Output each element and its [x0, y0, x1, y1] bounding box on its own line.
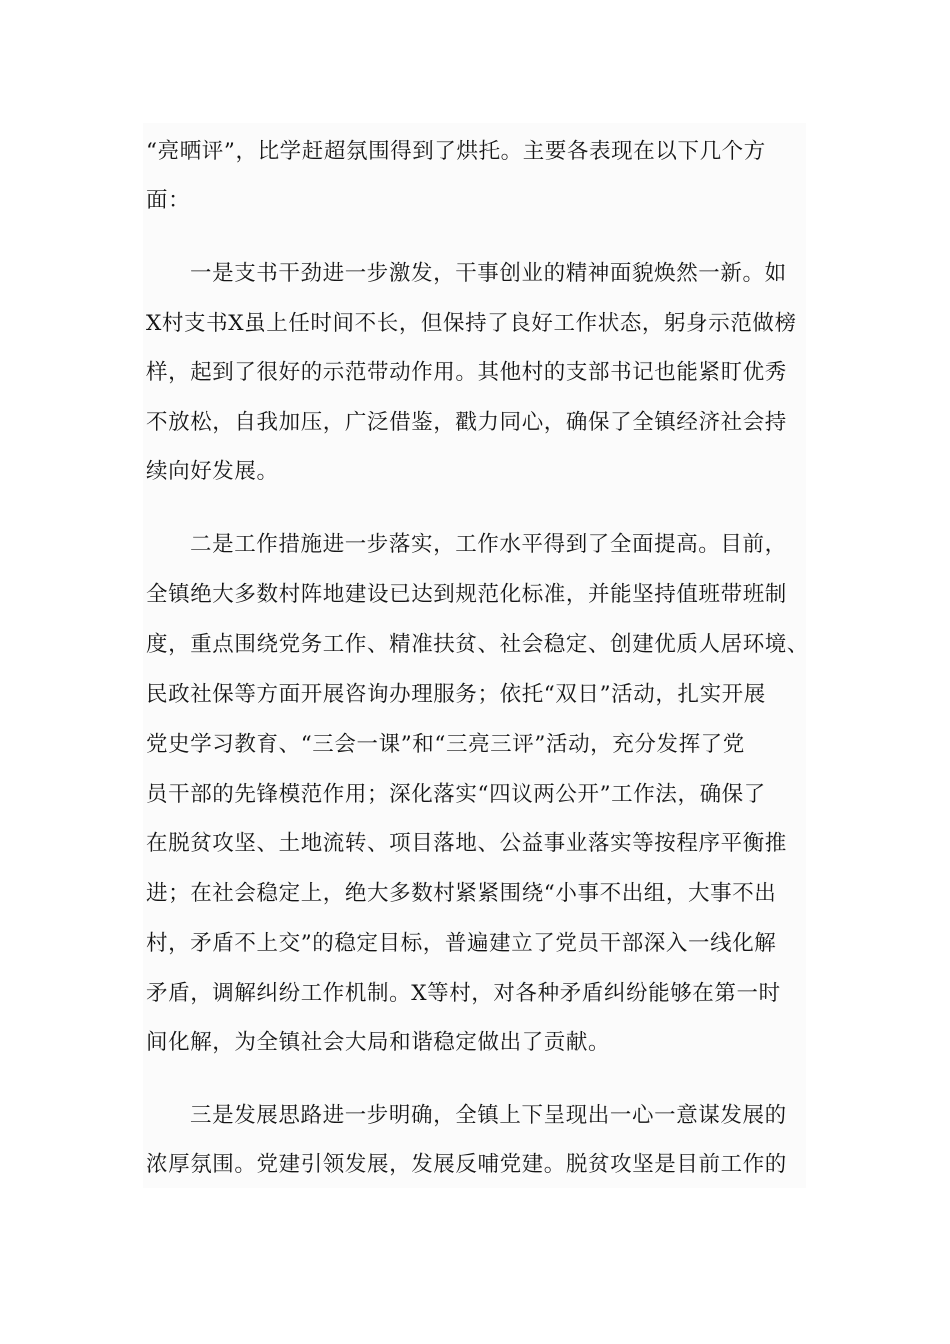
text-line: 员干部的先锋模范作用；深化落实“四议两公开”工作法，确保了 — [146, 782, 766, 807]
text-line: 度，重点围绕党务工作、精准扶贫、社会稳定、创建优质人居环境、 — [146, 632, 810, 657]
text-line: 党史学习教育、“三会一课”和“三亮三评”活动，充分发挥了党 — [146, 732, 745, 757]
text-line: 样，起到了很好的示范带动作用。其他村的支部书记也能紧盯优秀 — [146, 360, 787, 385]
text-line: 面： — [146, 188, 191, 213]
text-line: 民政社保等方面开展咨询办理服务；依托“双日”活动，扎实开展 — [146, 682, 766, 707]
text-line: 全镇绝大多数村阵地建设已达到规范化标准，并能坚持值班带班制 — [146, 582, 787, 607]
paragraph-2-first-line: 二是工作措施进一步落实，工作水平得到了全面提高。目前， — [190, 532, 787, 557]
text-line: 村，矛盾不上交”的稳定目标，普遍建立了党员干部深入一线化解 — [146, 931, 777, 956]
text-line: “亮晒评”，比学赶超氛围得到了烘托。主要各表现在以下几个方 — [146, 139, 766, 164]
text-line: 续向好发展。 — [146, 459, 279, 484]
paragraph-1-first-line: 一是支书干劲进一步激发，干事创业的精神面貌焕然一新。如 — [190, 261, 787, 286]
text-line: 矛盾，调解纠纷工作机制。X等村，对各种矛盾纠纷能够在第一时 — [146, 981, 781, 1006]
text-line: 在脱贫攻坚、土地流转、项目落地、公益事业落实等按程序平衡推 — [146, 831, 787, 856]
text-line: 间化解，为全镇社会大局和谐稳定做出了贡献。 — [146, 1030, 611, 1055]
text-line: 进；在社会稳定上，绝大多数村紧紧围绕“小事不出组，大事不出 — [146, 881, 777, 906]
paragraph-3-first-line: 三是发展思路进一步明确，全镇上下呈现出一心一意谋发展的 — [190, 1103, 787, 1128]
text-line: 不放松，自我加压，广泛借鉴，戳力同心，确保了全镇经济社会持 — [146, 410, 787, 435]
text-line: X村支书X虽上任时间不长，但保持了良好工作状态，躬身示范做榜 — [146, 311, 797, 336]
text-line: 浓厚氛围。党建引领发展，发展反哺党建。脱贫攻坚是目前工作的 — [146, 1152, 787, 1177]
